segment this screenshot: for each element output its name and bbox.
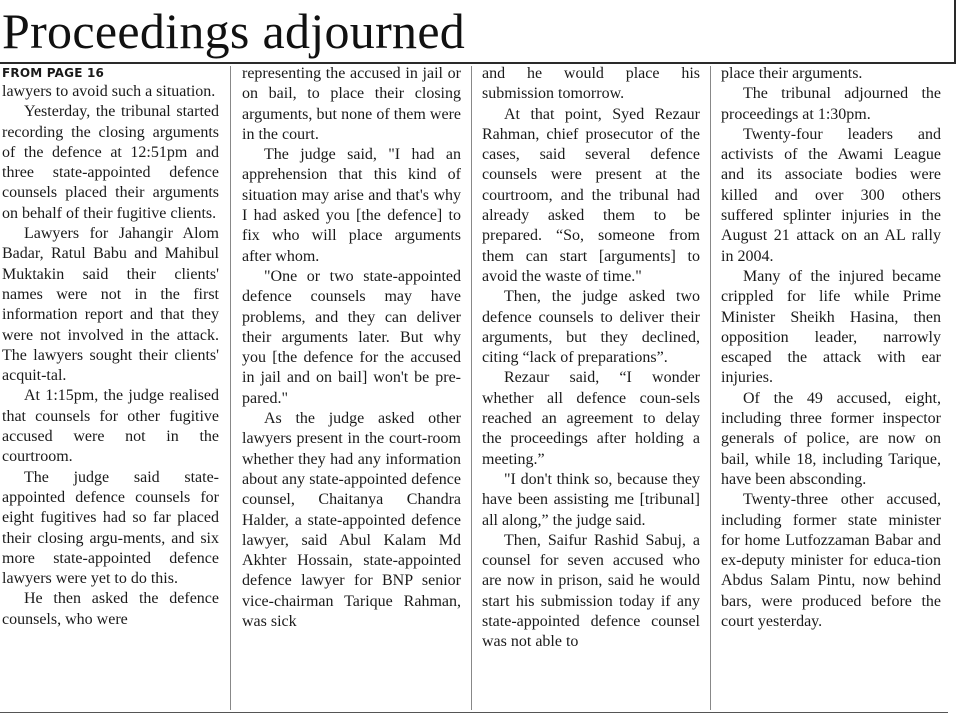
article-paragraph: "One or two state-appointed defence counsels may have problems, and they can deliver their arguments later. But why you [the defence for the accused in jail and on bail] won't be pre-pared." (242, 267, 461, 407)
article-paragraph: At 1:15pm, the judge realised that counsels for other fugitive accused were not in the courtroom. (2, 387, 219, 466)
article-paragraph: As the judge asked other lawyers present in the court-room whether they had any information about any state-appointed defence counsel, Chaitanya Chandra Halder, a state-appointed defence lawyer, said Abul Kalam Md Akhter Hossain, state-appointed defence lawyer for BNP senior vice-chairman Tarique Rahman, was sick (242, 410, 461, 631)
article-paragraph: At that point, Syed Rezaur Rahman, chief prosecutor of the cases, said several defence counsels were present at the courtroom, and the tribunal had already asked them to be prepared. “So, someone from them can start [arguments] to avoid the waste of time." (482, 105, 700, 285)
article-paragraph: The judge said, "I had an apprehension that this kind of situation may arise and that's why I had asked you [the defence] to fix who will place arguments after whom. (242, 146, 461, 265)
article-column-3 (482, 64, 700, 710)
jump-line: FROM PAGE 16 (2, 66, 105, 80)
article-paragraph: Many of the injured became crippled for life while Prime Minister Sheikh Hasina, then opposition leader, narrowly escaped the attack with ear injuries. (721, 267, 941, 387)
article-paragraph: Yesterday, the tribunal started recording the closing arguments of the defence at 12:51pm and three state-appointed defence counsels placed their arguments on behalf of their fugitive clients. (2, 103, 219, 222)
article-paragraph: Then, the judge asked two defence counsels to deliver their arguments, but they declined, citing “lack of preparations”. (482, 288, 700, 367)
article-paragraph: Twenty-three other accused, including former state minister for home Lutfozzaman Babar and ex-deputy minister for educa-tion Abdus Salam Pintu, now behind bars, were produced before the court yesterday. (721, 491, 941, 631)
article-paragraph: "I don't think so, because they have been assisting me [tribunal] all along,” the judge said. (482, 470, 700, 529)
article-paragraph: place their arguments. (721, 65, 863, 82)
headline: Proceedings adjourned (2, 3, 466, 59)
article-column-2 (242, 64, 461, 710)
article-paragraph: The judge said state-appointed defence counsels for eight fugitives had so far placed their closing argu-ments, and six more state-appointed defence lawyers were yet to do this. (2, 468, 219, 588)
column-divider (230, 66, 231, 710)
column-divider (471, 66, 472, 710)
article-paragraph: representing the accused in jail or on bail, to place their closing arguments, but none of them were in the court. (242, 65, 461, 143)
article-paragraph: lawyers to avoid such a situation. (2, 83, 216, 100)
column-divider (710, 66, 711, 710)
article-paragraph: Lawyers for Jahangir Alom Badar, Ratul Babu and Mahibul Muktakin said their clients' names were not in the first information report and that they were not involved in the attack. The lawyers sought their clients' acquit-tal. (2, 225, 219, 385)
article-column-4 (721, 64, 941, 710)
article-paragraph: Of the 49 accused, eight, including three former inspector generals of police, are now on bail, while 18, including Tarique, have been absconding. (721, 389, 941, 488)
article-column-1 (2, 64, 219, 710)
article-paragraph: He then asked the defence counsels, who were (2, 590, 219, 628)
article-paragraph: Then, Saifur Rashid Sabuj, a counsel for seven accused who are now in prison, said he would start his submission today if any state-appointed defence counsel was not able to (482, 531, 700, 651)
article-paragraph: The tribunal adjourned the proceedings at 1:30pm. (721, 85, 941, 123)
article-paragraph: Rezaur said, “I wonder whether all defence coun-sels reached an agreement to delay the proceedings after holding a meeting.” (482, 369, 700, 468)
article-paragraph: and he would place his submission tomorrow. (482, 65, 700, 103)
article-paragraph: Twenty-four leaders and activists of the Awami League and its associate bodies were killed and over 300 others suffered splinter injuries in the August 21 attack on an AL rally in 2004. (721, 125, 941, 265)
bottom-rule (0, 712, 948, 713)
